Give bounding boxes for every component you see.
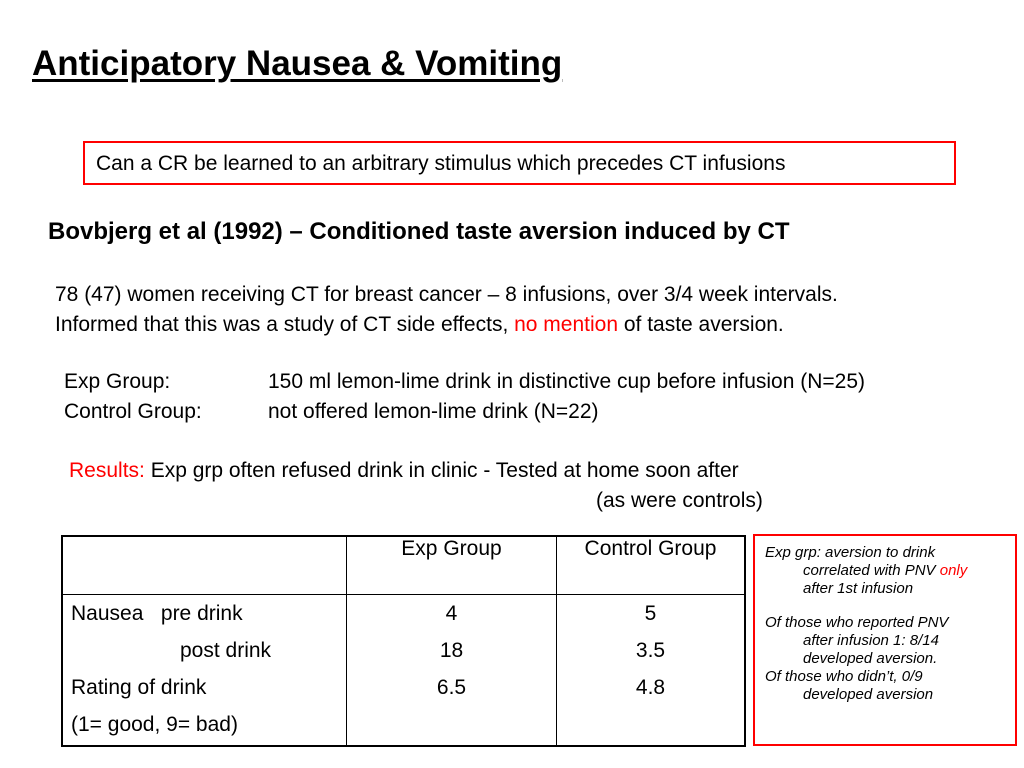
intro-line-2-end: of taste aversion.	[618, 313, 784, 336]
control-post-drink-value: 3.5	[635, 639, 666, 662]
no-mention-highlight: no mention	[514, 313, 619, 336]
results-line-1	[69, 456, 739, 486]
intro-line-1: 78 (47) women receiving CT for breast cancer – 8 infusions, over 3/4 week intervals.	[55, 283, 838, 306]
table-row	[62, 595, 745, 747]
note-p1-line2-text: correlated with PNV	[803, 562, 940, 579]
note-p1-line1: Exp grp: aversion to drink	[765, 544, 936, 561]
row-label-scale: (1= good, 9= bad)	[71, 713, 238, 736]
row-label-nausea-pre: Nausea pre drink	[71, 602, 243, 625]
results-table	[61, 535, 746, 747]
table-header-empty	[62, 536, 347, 595]
exp-pre-drink-value: 4	[445, 602, 458, 625]
note-p3-line2: developed aversion	[803, 686, 934, 703]
table-row-labels	[62, 595, 347, 747]
results-text: Exp grp often refused drink in clinic - Tested at home soon after	[144, 459, 739, 482]
exp-rating-value: 6.5	[436, 676, 467, 699]
note-p2-line1: Of those who reported PNV	[765, 614, 949, 631]
row-label-rating: Rating of drink	[71, 676, 207, 699]
table-header-row	[62, 536, 745, 595]
table-control-values	[557, 595, 746, 747]
control-pre-drink-value: 5	[644, 602, 657, 625]
note-paragraph-2	[765, 614, 1009, 668]
results-line-2: (as were controls)	[596, 489, 763, 512]
control-group-desc: not offered lemon-lime drink (N=22)	[268, 400, 599, 423]
note-p2-line2: after infusion 1: 8/14	[803, 632, 939, 649]
study-subtitle: Bovbjerg et al (1992) – Conditioned taste aversion induced by CT	[48, 218, 790, 245]
note-p3-line1: Of those who didn’t, 0/9	[765, 668, 923, 685]
note-p2-line3: developed aversion.	[803, 650, 938, 667]
control-group-label: Control Group:	[64, 400, 202, 423]
note-p1-line3: after 1st infusion	[803, 580, 914, 597]
note-box	[753, 534, 1017, 746]
intro-line-2	[55, 310, 838, 340]
intro-line-2-start: Informed that this was a study of CT side effects,	[55, 313, 515, 336]
table-header-control: Control Group	[557, 536, 746, 595]
table-header-exp: Exp Group	[347, 536, 557, 595]
results-label: Results:	[69, 459, 145, 482]
note-paragraph-3	[765, 668, 1009, 704]
slide-title: Anticipatory Nausea & Vomiting	[32, 44, 563, 83]
exp-post-drink-value: 18	[439, 639, 464, 662]
row-label-post-drink: post drink	[180, 639, 272, 662]
only-highlight: only	[939, 562, 968, 579]
intro-paragraph	[55, 280, 838, 340]
exp-group-label: Exp Group:	[64, 370, 171, 393]
table-exp-values	[347, 595, 557, 747]
note-p1-line2	[765, 562, 1009, 580]
question-box	[83, 141, 956, 185]
exp-group-desc: 150 ml lemon-lime drink in distinctive cup before infusion (N=25)	[268, 370, 866, 393]
question-text: Can a CR be learned to an arbitrary stimulus which precedes CT infusions	[96, 152, 786, 175]
control-rating-value: 4.8	[635, 676, 666, 699]
note-paragraph-1	[765, 544, 1009, 598]
